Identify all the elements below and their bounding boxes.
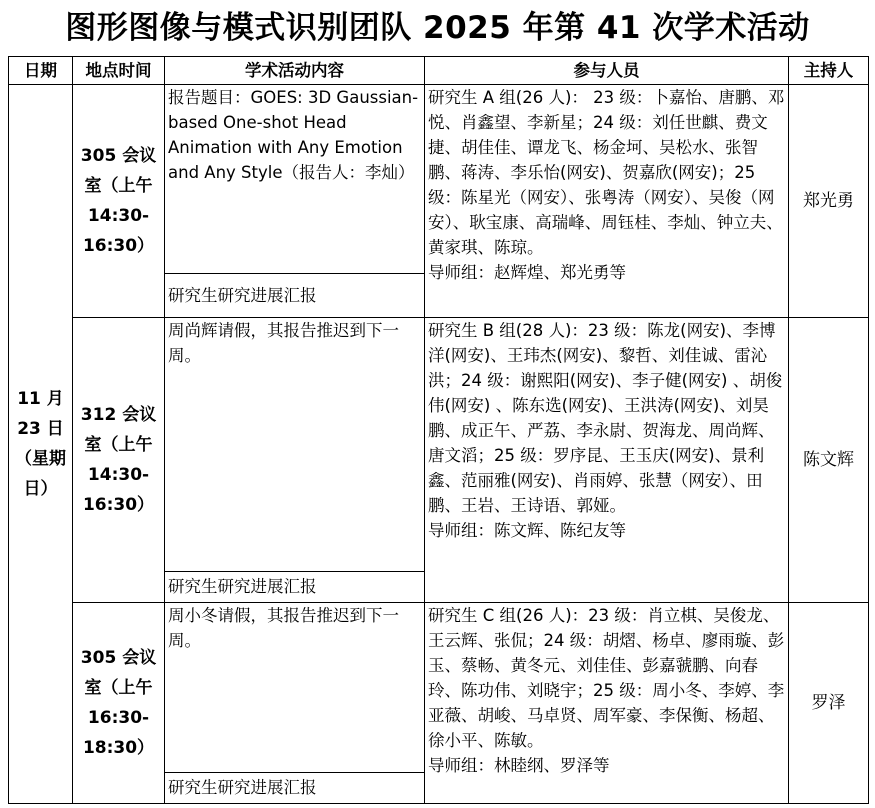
header-participants: 参与人员 xyxy=(425,57,789,85)
header-content: 学术活动内容 xyxy=(165,57,425,85)
progress-report: 研究生研究进展汇报 xyxy=(165,772,425,803)
report-content: 报告题目：GOES: 3D Gaussian-based One-shot Head Animation with Any Emotion and Any Style（报告人：李灿） xyxy=(165,85,425,274)
header-date: 日期 xyxy=(9,57,73,85)
header-row xyxy=(9,57,869,85)
participants-cell xyxy=(425,318,789,603)
date-cell: 11 月 23 日（星期日） xyxy=(9,85,73,804)
progress-report: 研究生研究进展汇报 xyxy=(165,274,425,318)
location-cell: 305 会议室（上午 16:30-18:30） xyxy=(73,603,165,804)
advisor-group: 导师组：陈文辉、陈纪友等 xyxy=(428,521,626,540)
host-cell: 罗泽 xyxy=(789,603,869,804)
participants-list: 研究生 A 组(26 人)： 23 级：卜嘉怡、唐鹏、邓悦、肖鑫望、李新星；24 级：刘任世麒、费文捷、胡佳佳、谭龙飞、杨金坷、吴松水、张智鹏、蒋涛、李乐怡(网安)、贺嘉欣(网安)；25 级：陈星光（网安）、张粤涛（网安）、吴俊（网安）、耿宝康、高瑞峰、周钰桂、李灿、钟立夫、黄家琪、陈琼。 xyxy=(428,88,785,257)
activity-table xyxy=(8,56,869,804)
participants-list: 研究生 B 组(28 人)：23 级：陈龙(网安)、李博洋(网安)、王玮杰(网安)、黎哲、刘佳诚、雷沁洪；24 级：谢熙阳(网安)、李子健(网安) 、胡俊伟(网安) 、陈东选(网安)、王洪涛(网安)、刘昊鹏、成正午、严荔、李永尉、贺海龙、周尚辉、唐文滔；25 级：罗序昆、王玉庆(网安)、景利鑫、范丽雅(网安)、肖雨婷、张慧（网安）、田鹏、王岩、王诗语、郭娅。 xyxy=(428,321,783,515)
page-title: 图形图像与模式识别团队 2025 年第 41 次学术活动 xyxy=(65,10,810,46)
location-cell: 305 会议室（上午 14:30-16:30） xyxy=(73,85,165,318)
session-row xyxy=(9,603,869,773)
advisor-group: 导师组：赵辉煌、郑光勇等 xyxy=(428,263,626,282)
header-location: 地点时间 xyxy=(73,57,165,85)
session-row xyxy=(9,318,869,572)
host-cell: 郑光勇 xyxy=(789,85,869,318)
host-cell: 陈文辉 xyxy=(789,318,869,603)
progress-report: 研究生研究进展汇报 xyxy=(165,571,425,602)
participants-cell xyxy=(425,603,789,804)
report-content: 周小冬请假，其报告推迟到下一周。 xyxy=(165,603,425,773)
location-cell: 312 会议室（上午 14:30-16:30） xyxy=(73,318,165,603)
participants-cell xyxy=(425,85,789,318)
report-content: 周尚辉请假，其报告推迟到下一周。 xyxy=(165,318,425,572)
header-host: 主持人 xyxy=(789,57,869,85)
advisor-group: 导师组：林睦纲、罗泽等 xyxy=(428,756,610,775)
session-row xyxy=(9,85,869,274)
participants-list: 研究生 C 组(26 人)：23 级：肖立棋、吴俊龙、王云辉、张侃；24 级：胡熠、杨卓、廖雨璇、彭玉、蔡畅、黄冬元、刘佳佳、彭嘉虢鹏、向春玲、陈功伟、刘晓宇；25 级：周小冬、李婷、李亚薇、胡峻、马卓贤、周军豪、李保衡、杨超、徐小平、陈敏。 xyxy=(428,606,785,750)
